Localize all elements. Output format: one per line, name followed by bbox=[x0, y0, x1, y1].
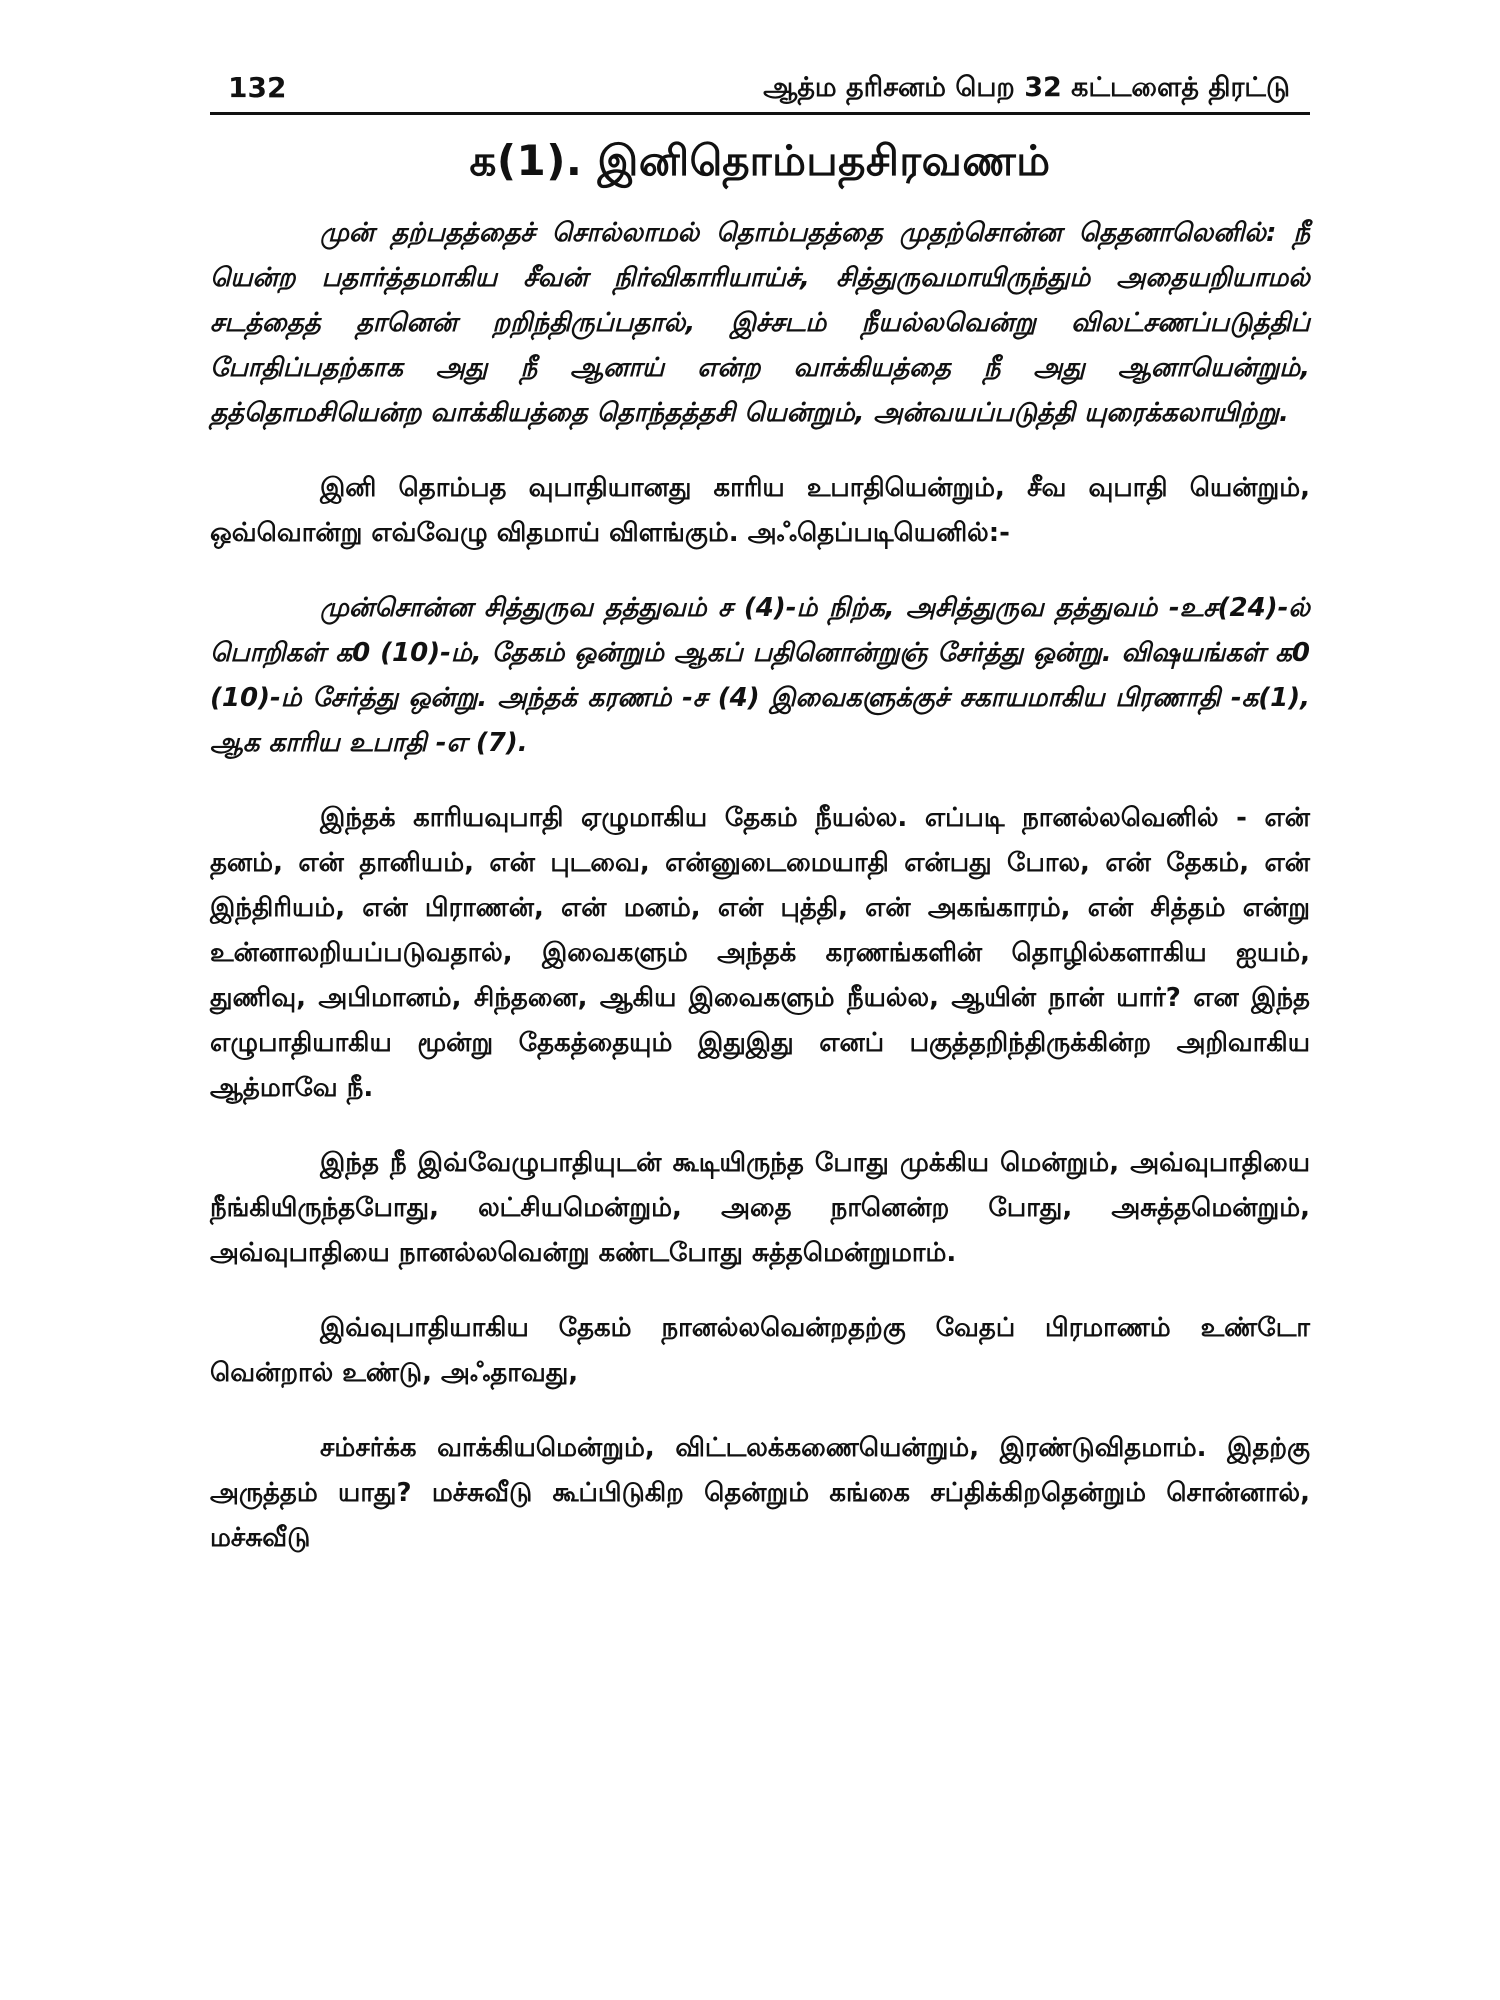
paragraph: இந்தக் காரியவுபாதி ஏழுமாகிய தேகம் நீயல்ல. எப்படி நானல்லவெனில் - என் தனம், என் தானியம், என் புடவை, என்னுடைமையாதி என்பது போல, என் தேகம், என் இந்திரியம், என் பிராணன், என் மனம், என் புத்தி, என் அகங்காரம், என் சித்தம் என்று உன்னாலறியப்படுவதால், இவைகளும் அந்தக் கரணங்களின் தொழில்களாகிய ஐயம், துணிவு, அபிமானம், சிந்தனை, ஆகிய இவைகளும் நீயல்ல, ஆயின் நான் யார்? என இந்த எழுபாதியாகிய மூன்று தேகத்தையும் இதுஇது எனப் பகுத்தறிந்திருக்கின்ற அறிவாகிய ஆத்மாவே நீ. bbox=[210, 803, 1310, 1103]
paragraph: இந்த நீ இவ்வேழுபாதியுடன் கூடியிருந்த போது முக்கிய மென்றும், அவ்வுபாதியை நீங்கியிருந்தபோது, லட்சியமென்றும், அதை நானென்ற போது, அசுத்தமென்றும், அவ்வுபாதியை நானல்லவென்று கண்டபோது சுத்தமென்றுமாம். bbox=[210, 1148, 1310, 1268]
book-title: ஆத்ம தரிசனம் பெற 32 கட்டளைத் திரட்டு bbox=[763, 72, 1290, 103]
paragraph: இவ்வுபாதியாகிய தேகம் நானல்லவென்றதற்கு வேதப் பிரமாணம் உண்டோ வென்றால் உண்டு, அஃதாவது, bbox=[210, 1313, 1310, 1388]
body-text bbox=[210, 211, 1310, 1561]
chapter-title: க(1). இனிதொம்பதசிரவணம் bbox=[469, 136, 1051, 185]
running-header bbox=[210, 70, 1310, 115]
paragraph: முன் தற்பதத்தைச் சொல்லாமல் தொம்பதத்தை முதற்சொன்ன தெதனாலெனில்: நீ யென்ற பதார்த்தமாகிய சீவன் நிர்விகாரியாய்ச், சித்துருவமாயிருந்தும் அதையறியாமல் சடத்தைத் தானென் றறிந்திருப்பதால், இச்சடம் நீயல்லவென்று விலட்சணப்படுத்திப் போதிப்பதற்காக அது நீ ஆனாய் என்ற வாக்கியத்தை நீ அது ஆனாயென்றும், தத்தொமசியென்ற வாக்கியத்தை தொந்தத்தசி யென்றும், அன்வயப்படுத்தி யுரைக்கலாயிற்று. bbox=[210, 218, 1310, 428]
paragraph: இனி தொம்பத வுபாதியானது காரிய உபாதியென்றும், சீவ வுபாதி யென்றும், ஒவ்வொன்று எவ்வேழு விதமாய் விளங்கும். அஃதெப்படியெனில்:- bbox=[210, 473, 1310, 548]
paragraph: முன்சொன்ன சித்துருவ தத்துவம் ச (4)-ம் நிற்க, அசித்துருவ தத்துவம் -உச(24)-ல் பொறிகள் க0 (10)-ம், தேகம் ஒன்றும் ஆகப் பதினொன்றுஞ் சேர்த்து ஒன்று. விஷயங்கள் க0 (10)-ம் சேர்த்து ஒன்று. அந்தக் கரணம் -ச (4) இவைகளுக்குச் சகாயமாகிய பிரணாதி -க(1), ஆக காரிய உபாதி -எ (7). bbox=[210, 593, 1310, 758]
page-number: 132 bbox=[228, 71, 287, 104]
paragraph: சம்சர்க்க வாக்கியமென்றும், விட்டலக்கணையென்றும், இரண்டுவிதமாம். இதற்கு அருத்தம் யாது? மச்சுவீடு கூப்பிடுகிற தென்றும் கங்கை சப்திக்கிறதென்றும் சொன்னால், மச்சுவீடு bbox=[210, 1433, 1310, 1553]
